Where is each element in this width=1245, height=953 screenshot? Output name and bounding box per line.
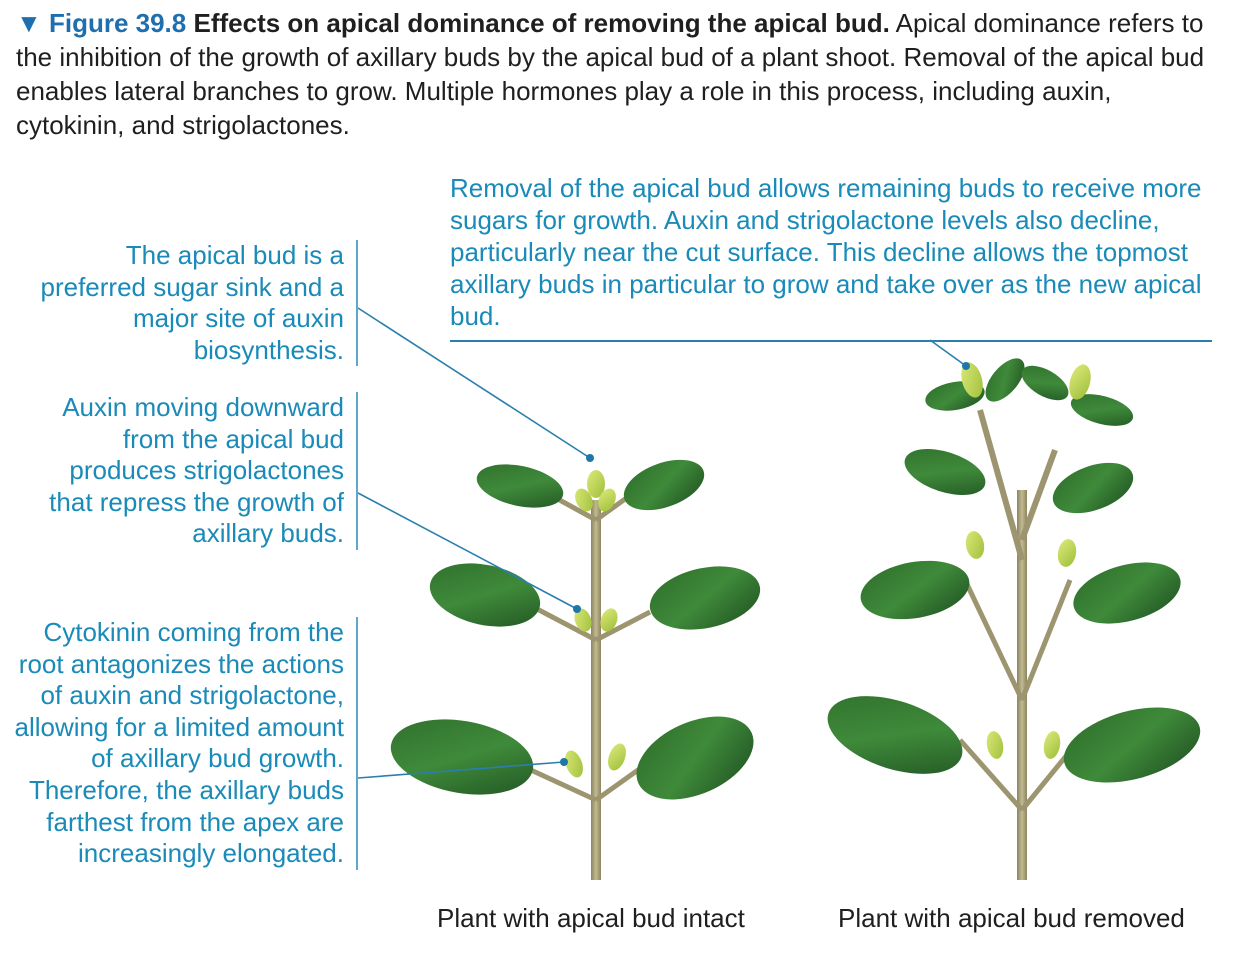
leaf [899,440,991,504]
leaf [1056,694,1209,796]
label-plant-removed: Plant with apical bud removed [838,903,1185,933]
note-cytokinin: Cytokinin coming from the root antagonizes the actions of auxin and strigolactone, allowing for a limited amount of axillary bud growth. Therefore, the axillary buds farthest from the apex are increasingly elongated. [10,617,358,870]
bud [605,741,630,773]
leader-dot-apical-bud [586,454,594,462]
branch [980,410,1022,560]
leaf [424,554,546,636]
leaf [818,681,972,789]
leaf [617,450,711,520]
leader-dot-cytokinin [560,758,568,766]
note-apical-bud-removal: Removal of the apical bud allows remaining buds to receive more sugars for growth. Auxin and strigolactone levels also decline, particularly near the cut surface. This decline allows the topmost axillary buds in particular to grow and take over as the new apical bud. [450,172,1212,342]
figure-caption-body: Apical dominance refers to the inhibition of the growth of axillary buds by the apical bud of a plant shoot. Removal of the apical bud enables lateral branches to grow. Multiple hormones play a role in this process, including auxin, cytokinin, and strigolactones. [16,8,1205,140]
leaf [1016,359,1074,408]
figure-marker: ▼ [16,8,42,38]
bud [985,730,1006,760]
bud [1056,538,1079,569]
leaf [1046,453,1140,523]
figure-title: Effects on apical dominance of removing the apical bud. [193,8,890,38]
figure-label: Figure 39.8 [48,8,187,38]
note-auxin: Auxin moving downward from the apical bud produces strigolactones that repress the growth of axillary buds. [30,392,358,550]
leaf [856,553,974,627]
leader-removal [930,340,966,366]
leaf [1067,552,1188,635]
leaf [644,557,766,639]
branch [1022,580,1070,700]
leaf [624,700,767,816]
branch [965,580,1022,700]
label-plant-intact: Plant with apical bud intact [437,903,745,933]
bud [964,530,987,561]
plant-removed [818,352,1208,880]
plant-intact [385,450,766,880]
bud [1042,730,1063,760]
leader-dot-auxin [573,605,581,613]
leaf [385,709,539,805]
leader-dot-removal [962,362,970,370]
stem-intact [591,500,601,880]
leaf [473,457,567,514]
note-apical-bud: The apical bud is a preferred sugar sink and a major site of auxin biosynthesis. [30,240,358,366]
